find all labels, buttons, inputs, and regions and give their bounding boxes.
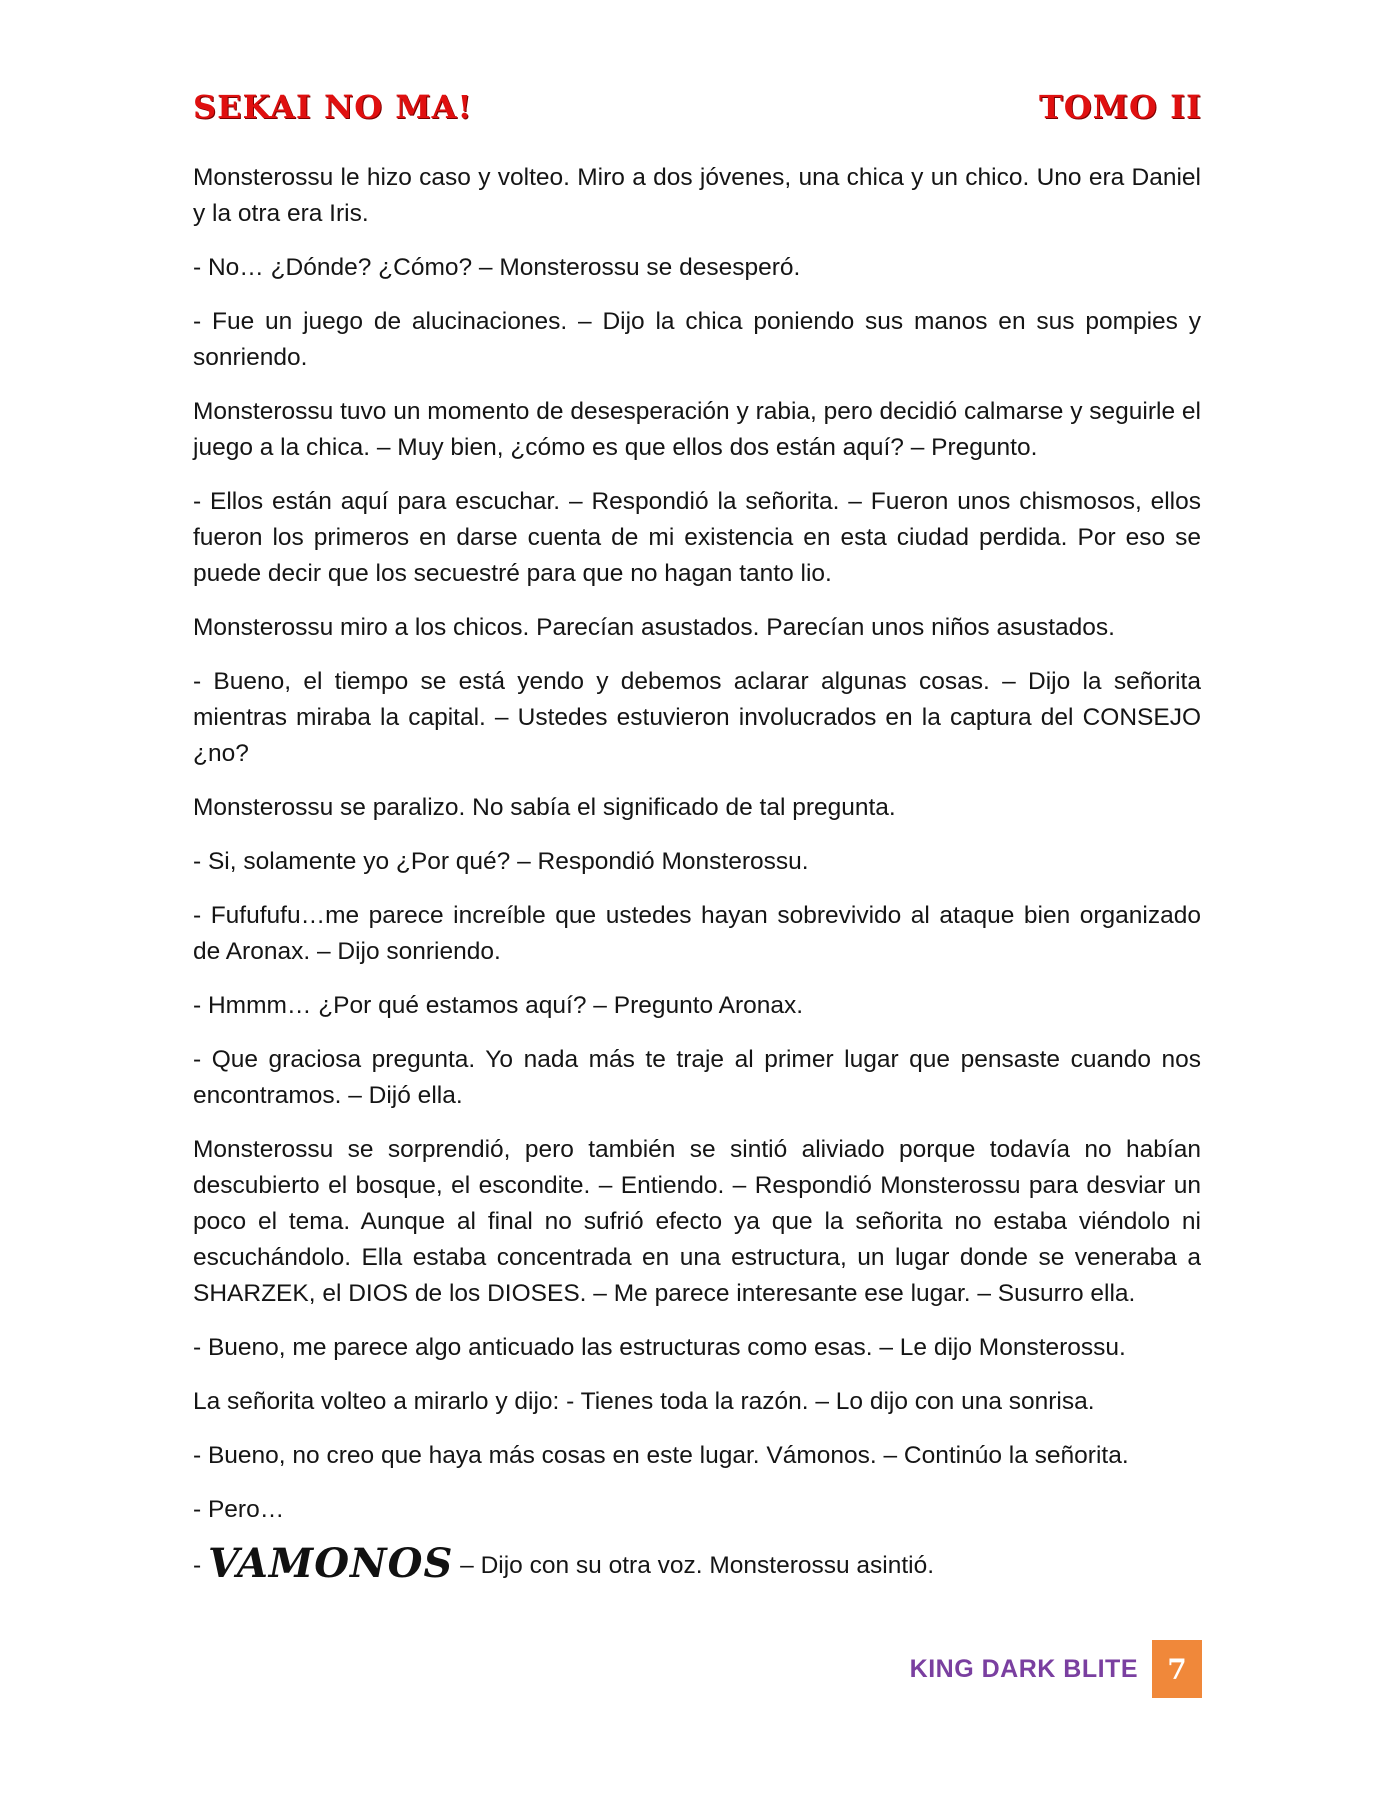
paragraph: - No… ¿Dónde? ¿Cómo? – Monsterossu se desesperó. xyxy=(193,254,801,281)
final-paragraph xyxy=(193,1540,1201,1587)
paragraph: - Pero… xyxy=(193,1496,285,1523)
paragraph: Monsterossu le hizo caso y volteo. Miro a dos jóvenes, una chica y un chico. Uno era Daniel y la otra era Iris. xyxy=(193,164,1201,227)
paragraph: - Bueno, no creo que haya más cosas en este lugar. Vámonos. – Continúo la señorita. xyxy=(193,1442,1129,1469)
paragraph: - Ellos están aquí para escuchar. – Respondió la señorita. – Fueron unos chismosos, ellos fueron los primeros en darse cuenta de mi existencia en esta ciudad perdida. Por eso se puede decir que los secuestré para que no hagan tanto lio. xyxy=(193,488,1201,587)
paragraph: - Hmmm… ¿Por qué estamos aquí? – Pregunto Aronax. xyxy=(193,992,804,1019)
paragraph: - Fufufufu…me parece increíble que ustedes hayan sobrevivido al ataque bien organizado de Aronax. – Dijo sonriendo. xyxy=(193,902,1201,965)
paragraph: Monsterossu se paralizo. No sabía el significado de tal pregunta. xyxy=(193,794,896,821)
book-title: SEKAI NO MA! xyxy=(193,88,473,126)
final-suffix: – Dijo con su otra voz. Monsterossu asintió. xyxy=(453,1552,935,1579)
gothic-styled-word: VAMONOS xyxy=(207,1540,454,1587)
author-name: KING DARK BLITE xyxy=(909,1654,1138,1683)
paragraph: - Fue un juego de alucinaciones. – Dijo la chica poniendo sus manos en sus pompies y sonriendo. xyxy=(193,308,1201,371)
volume-title: TOMO II xyxy=(1038,88,1202,126)
paragraph: La señorita volteo a mirarlo y dijo: - Tienes toda la razón. – Lo dijo con una sonrisa. xyxy=(193,1388,1095,1415)
final-prefix: - xyxy=(193,1552,208,1579)
body-text xyxy=(193,160,1201,1602)
paragraph: - Bueno, el tiempo se está yendo y debemos aclarar algunas cosas. – Dijo la señorita mientras miraba la capital. – Ustedes estuvieron involucrados en la captura del CONSEJO ¿no? xyxy=(193,668,1201,767)
paragraph: - Bueno, me parece algo anticuado las estructuras como esas. – Le dijo Monsterossu. xyxy=(193,1334,1126,1361)
page-number-badge: 7 xyxy=(1152,1640,1202,1698)
paragraph: Monsterossu se sorprendió, pero también se sintió aliviado porque todavía no habían descubierto el bosque, el escondite. – Entiendo. – Respondió Monsterossu para desviar un poco el tema. Aunque al final no sufrió efecto ya que la señorita no estaba viéndolo ni escuchándolo. Ella estaba concentrada en una estructura, un lugar donde se veneraba a SHARZEK, el DIOS de los DIOSES. – Me parece interesante ese lugar. – Susurro ella. xyxy=(193,1136,1201,1307)
paragraph: Monsterossu tuvo un momento de desesperación y rabia, pero decidió calmarse y seguirle el juego a la chica. – Muy bien, ¿cómo es que ellos dos están aquí? – Pregunto. xyxy=(193,398,1201,461)
page-header xyxy=(193,88,1202,138)
page-footer xyxy=(910,1640,1202,1698)
paragraph: Monsterossu miro a los chicos. Parecían asustados. Parecían unos niños asustados. xyxy=(193,614,1115,641)
paragraph: - Si, solamente yo ¿Por qué? – Respondió Monsterossu. xyxy=(193,848,809,875)
paragraph: - Que graciosa pregunta. Yo nada más te traje al primer lugar que pensaste cuando nos encontramos. – Dijó ella. xyxy=(193,1046,1201,1109)
